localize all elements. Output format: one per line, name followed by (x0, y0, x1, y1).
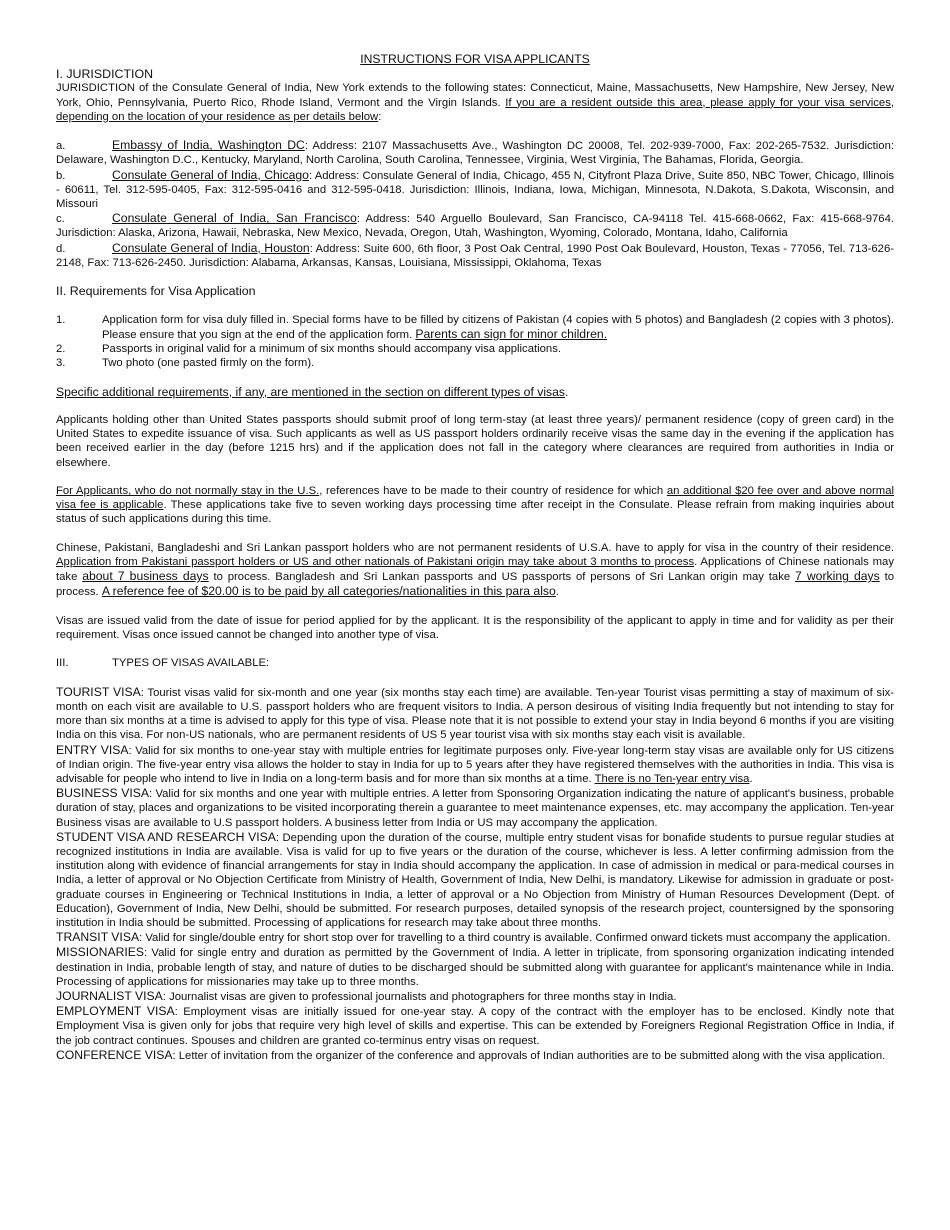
visa-conference: CONFERENCE VISA: Letter of invitation from the organizer of the conference and approvals of Indian authorities are to be submitted along with the visa application. (56, 1047, 886, 1062)
visa-tourist: TOURIST VISA: Tourist visas valid for six-month and one year (six months stay each time) are available. Ten-year Tourist visas permitting a stay of maximum of six-month on each visit are available to U.S. passport holders who are frequent visitors to India. A person desirous of visiting India frequently but not intending to stay for more than six months at a time is advised to apply for this type of visa. Please note that it is not possible to extend your stay in India beyond 6 months if you are visiting India on this visa. For non-US nationals, who are permanent residents of US 5 year tourist visa with six months stay each visit is available. (56, 684, 894, 742)
document-title: INSTRUCTIONS FOR VISA APPLICANTS (360, 52, 590, 66)
office-d: d. Consulate General of India, Houston: Address: Suite 600, 6th floor, 3 Post Oak Central, 1990 Post Oak Boulevard, Houston, Texas - 77056, Tel. 713-626-2148, Fax: 713-626-2450. Jurisdiction: Alabama, Arkansas, Kansas, Louisiana, Mississippi, Oklahoma, Texas (56, 240, 895, 269)
office-c: c. Consulate General of India, San Francisco: Address: 540 Arguello Boulevard, San Francisco, CA-94118 Tel. 415-668-0662, Fax: 415-668-9764. Jurisdiction: Alaska, Arizona, Hawaii, Nebraska, New Mexico, Nevada, Oregon, Utah, Washington, Wyoming, Colorado, Montana, Idaho, California (56, 211, 894, 240)
office-name: Embassy of India, Washington DC (112, 138, 305, 153)
requirement-item: 2. Passports in original valid for a minimum of six months should accompany visa applications. (56, 343, 561, 356)
visa-journalist: JOURNALIST VISA: Journalist visas are given to professional journalists and photographers for three months stay in India. (56, 989, 677, 1004)
visa-missionaries: MISSIONARIES: Valid for single entry and duration as permitted by the Government of India. A letter in triplicate, from sponsoring organization indicating intended destination in India, probable length of stay, and nature of duties to be discharged should be submitted along with guarantee for applicant's maintenance while in India. Processing of applications for missionaries may take up to three months. (56, 945, 894, 988)
requirement-item: 3. Two photo (one pasted firmly on the form). (56, 357, 315, 370)
visa-employment: EMPLOYMENT VISA: Employment visas are initially issued for one-year stay. A copy of the contract with the employer has to be enclosed. Kindly note that Employment Visa is given only for jobs that require very high level of skills and expertise. This can be extended by Foreigners Regional Registration Office in India, if the job contract continues. Spouses and children are granted co-terminus entry visas on request. (56, 1004, 895, 1047)
visa-transit: TRANSIT VISA: Valid for single/double entry for short stop over for travelling to a third country is available. Confirmed onward tickets must accompany the application. (56, 930, 891, 945)
document-page (56, 52, 894, 1063)
non-us-passport-paragraph: Applicants holding other than United States passports should submit proof of long term-stay (at least three years)/ permanent residence (copy of green card) in the United States to expedite issuance of visa. Such applicants as well as US passport holders ordinarily receive visas the same day in the evening if the application has been received earlier in the day (before 1215 hrs) and if the application does not fall in the category where clearances are required from authorities in India or elsewhere. (56, 414, 894, 469)
non-resident-paragraph: For Applicants, who do not normally stay in the U.S., references have to be made to their country of residence for which an additional $20 fee over and above normal visa fee is applicable. These applications take five to seven working days processing time after receipt in the Consulate. Please refrain from making inquiries about status of such applications during this time. (56, 485, 894, 526)
office-name: Consulate General of India, San Francisco (112, 211, 357, 226)
office-name: Consulate General of India, Chicago (112, 167, 309, 182)
jurisdiction-note: If you are a resident outside this area, please apply for your visa services, depending on the location of your residence as per details below (56, 96, 894, 123)
office-b: b. Consulate General of India, Chicago: Address: Consulate General of India, Chicago, 455 N, Cityfront Plaza Drive, Suite 850, NBC Tower, Chicago, Illinois - 60611, Tel. 312-595-0405, Fax: 312-595-0416 and 312-595-0418. Jurisdiction: Illinois, Indiana, Iowa, Michigan, Minnesota, N.Dakota, S.Dakota, Wisconsin, and Missouri (56, 167, 894, 211)
requirement-item: 1. Application form for visa duly filled in. Special forms have to be filled by citizens of Pakistan (4 copies with 5 photos) and Bangladesh (2 copies with 3 photos). Please ensure that you sign at the end of the application form. Parents can sign for minor children. (56, 313, 894, 341)
office-name: Consulate General of India, Houston (112, 240, 310, 255)
visa-entry: ENTRY VISA: Valid for six months to one-year stay with multiple entries for legitimate purposes only. Five-year long-term stay visas are available only for US citizens of Indian origin. The five-year entry visa allows the holder to stay in India for up to 5 years after they have registered themselves with the authorities in India. This visa is advisable for people who intend to live in India on a long-term basis and for more than six months at a time. There is no Ten-year entry visa. (56, 742, 894, 785)
types-heading: III. TYPES OF VISAS AVAILABLE: (56, 657, 270, 670)
visa-business: BUSINESS VISA: Valid for six months and one year with multiple entries. A letter from Sponsoring Organization indicating the nature of applicant's business, probable duration of stay, places and organizations to be visited incorporating therein a guarantee to meet maintenance expenses, etc. may accompany the application. Ten-year Business visas are available to U.S passport holders. A business letter from India or US may accompany the application. (56, 786, 894, 829)
visa-student-research: STUDENT VISA AND RESEARCH VISA: Depending upon the duration of the course, multiple entry student visas for bonafide students to pursue regular studies at recognized institutions in India are available. Visa is valid for up to five years or the duration of the course, whichever is less. A letter confirming admission from the institution along with evidence of financial arrangements for stay in India should accompany the application. In case of admission in medical or para-medical courses in India, a letter of approval or No Objection Certificate from Ministry of Health, Government of India, New Delhi, is mandatory. Likewise for admission in graduate or post-graduate courses in Engineering or Technical Institutions in India, a letter of approval or a No Objection from Ministry of Human Resources Development (Dept. of Education), Government of India, New Delhi, should be submitted. For research purposes, detailed synopsis of the research project, countersigned by the sponsoring institution in India should be submitted. Processing of applications for research may take about three months. (56, 829, 894, 930)
nationality-paragraph: Chinese, Pakistani, Bangladeshi and Sri Lankan passport holders who are not permanent residents of U.S.A. have to apply for visa in the country of their residence. Application from Pakistani passport holders or US and other nationals of Pakistani origin may take about 3 months to process. Applications of Chinese nationals may take about 7 business days to process. Bangladesh and Sri Lankan passports and US passports of persons of Sri Lankan origin may take 7 working days to process. A reference fee of $20.00 is to be paid by all categories/nationalities in this para also. (56, 541, 894, 599)
specific-requirements-note: Specific additional requirements, if any, are mentioned in the section on different types of visas. (56, 384, 569, 399)
requirements-heading: II. Requirements for Visa Application (56, 284, 256, 299)
office-a: a. Embassy of India, Washington DC: Address: 2107 Massachusetts Ave., Washington DC 20008, Tel. 202-939-7000, Fax: 202-265-7532. Jurisdiction: Delaware, Washington D.C., Kentucky, Maryland, North Carolina, South Carolina, Tennessee, Virginia, West Virginia, The Bahamas, Florida, Georgia. (56, 138, 894, 167)
jurisdiction-intro: JURISDICTION of the Consulate General of India, New York extends to the following states: Connecticut, Maine, Massachusetts, New Hampshire, New Jersey, New York, Ohio, Pennsylvania, Puerto Rico, Rhode Island, Vermont and the Virgin Islands. If you are a resident outside this area, please apply for your visa services, depending on the location of your residence as per details below: (56, 82, 894, 123)
validity-paragraph: Visas are issued valid from the date of issue for period applied for by the applicant. It is the responsibility of the applicant to apply in time and for validity as per their requirement. Visas once issued cannot be changed into another type of visa. (56, 614, 894, 641)
jurisdiction-heading: I. JURISDICTION (56, 67, 154, 82)
